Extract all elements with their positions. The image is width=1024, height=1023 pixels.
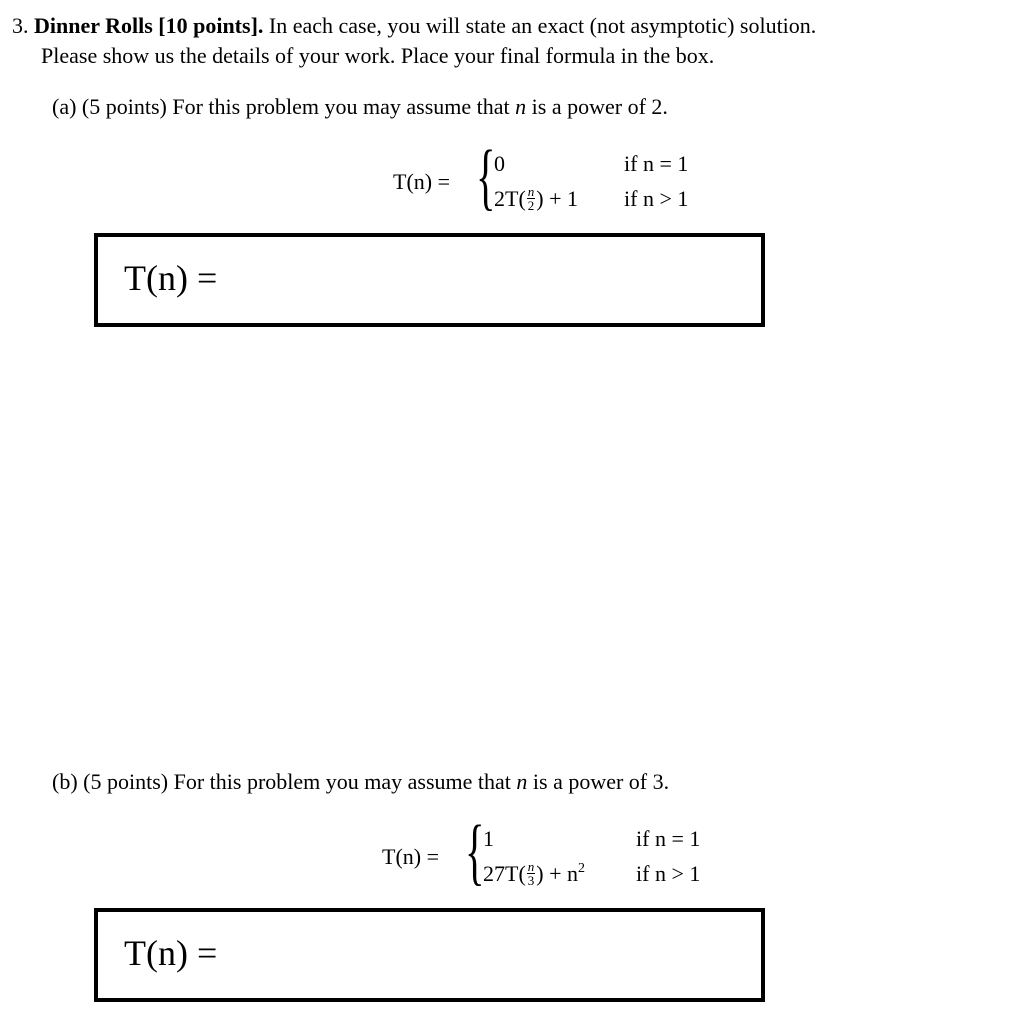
part-b-case2-condition: if n > 1 <box>636 861 701 886</box>
part-b-text-after: is a power of 3. <box>532 769 670 794</box>
part-a-var: n <box>515 94 527 119</box>
part-a-brace: { <box>476 136 496 218</box>
part-b-answer-label: T(n) = <box>124 933 218 973</box>
part-b-recurrence-lhs: T(n) = <box>382 844 439 869</box>
part-b-brace: { <box>465 811 485 893</box>
part-b-label: (b) <box>52 769 78 794</box>
problem-title: Dinner Rolls [10 points]. <box>34 13 264 38</box>
part-b-case2-expression: 27T( $\frac{n}{3}$ ) + $n^2$ <box>483 859 585 889</box>
problem-header <box>12 11 816 41</box>
part-b-case1-value: 1 <box>483 826 494 851</box>
part-a-case2-expression: 2T( $\frac{n}{2}$ ) + 1 <box>494 184 578 214</box>
part-a-statement <box>52 92 668 122</box>
part-b-fraction: $\frac{n}{3}$ <box>527 859 535 889</box>
part-b-case1-condition: if n = 1 <box>636 826 701 851</box>
part-a-answer-box[interactable] <box>94 233 765 327</box>
problem-intro-line1: In each case, you will state an exact (not asymptotic) solution. <box>268 13 817 38</box>
part-a-recurrence-lhs: T(n) = <box>393 169 450 194</box>
part-b-statement <box>52 767 669 797</box>
part-a-text-after: is a power of 2. <box>531 94 668 119</box>
part-a-answer-label: T(n) = <box>124 258 218 298</box>
part-a-case1-condition: if n = 1 <box>624 151 689 176</box>
part-a-fraction: $\frac{n}{2}$ <box>527 184 535 214</box>
part-a-case1-value: 0 <box>494 151 505 176</box>
part-b-text-before: (5 points) For this problem you may assume that <box>83 769 511 794</box>
part-b-exponent: 2 <box>578 861 585 876</box>
problem-intro-line2: Please show us the details of your work. Place your final formula in the box. <box>41 43 715 68</box>
part-b-var: n <box>516 769 528 794</box>
part-b-answer-box[interactable] <box>94 908 765 1002</box>
problem-number: 3. <box>12 13 29 38</box>
part-a-text-before: (5 points) For this problem you may assume that <box>81 94 510 119</box>
part-a-case2-condition: if n > 1 <box>624 186 689 211</box>
part-a-label: (a) <box>52 94 77 119</box>
